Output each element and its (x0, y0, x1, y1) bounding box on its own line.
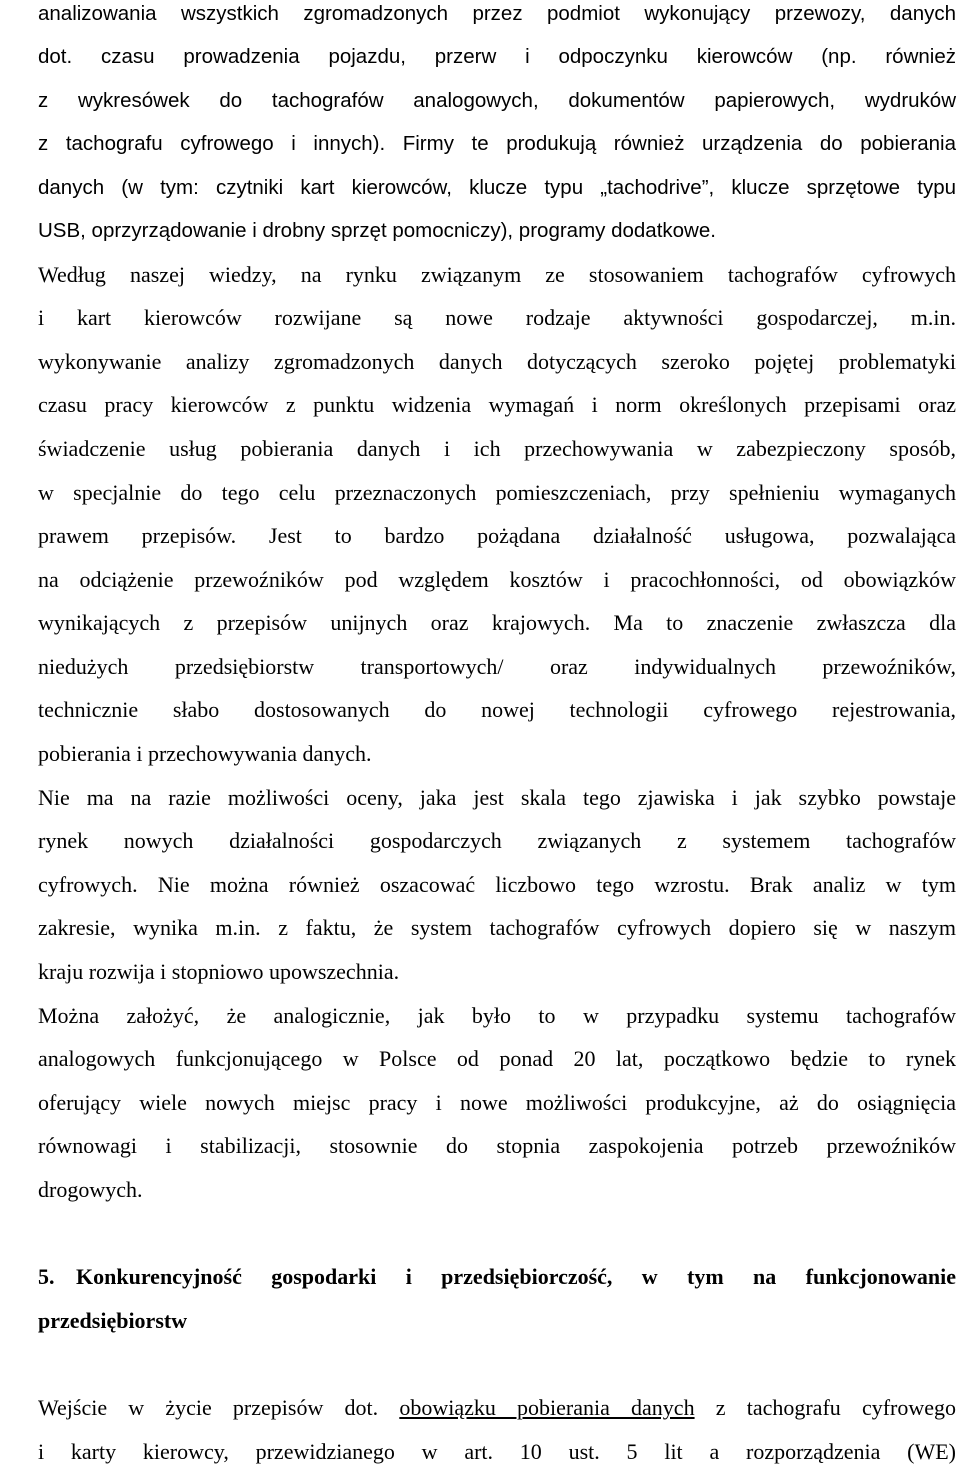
section-title-line-2: przedsiębiorstw (38, 1308, 188, 1333)
paragraph-2-line-8: niedużych przedsiębiorstw transportowych/ oraz indywidualnych przewoźników, (38, 654, 956, 679)
section-heading (38, 1264, 956, 1290)
regulation-link[interactable]: obowiązku pobierania danych (399, 1395, 695, 1420)
paragraph-2-line-5: prawem przepisów. Jest to bardzo pożądana działalność usługowa, pozwalająca (38, 523, 956, 548)
paragraph-1-line-2: dot. czasu prowadzenia pojazdu, przerw i odpoczynku kierowców (np. również (38, 45, 956, 68)
paragraph-4-line-4: równowagi i stabilizacji, stosownie do stopnia zaspokojenia potrzeb przewoźników (38, 1133, 956, 1158)
paragraph-1-line-1: analizowania wszystkich zgromadzonych przez podmiot wykonujący przewozy, danych (38, 2, 956, 25)
paragraph-2-line-9: technicznie słabo dostosowanych do nowej technologii cyfrowego rejestrowania, (38, 697, 956, 722)
paragraph-5-line-1 (38, 1395, 956, 1421)
paragraph-2-line-3: świadczenie usług pobierania danych i ich przechowywania w zabezpieczony sposób, (38, 436, 956, 461)
paragraph-4-line-3: oferujący wiele nowych miejsc pracy i nowe możliwości produkcyjne, aż do osiągnięcia (38, 1090, 956, 1115)
paragraph-4-line-1: Można założyć, że analogicznie, jak było to w przypadku systemu tachografów (38, 1003, 956, 1028)
paragraph-2-line-7: wynikających z przepisów unijnych oraz krajowych. Ma to znaczenie zwłaszcza dla (38, 610, 956, 635)
paragraph-2-line-1: wykonywanie analizy zgromadzonych danych dotyczących szeroko pojętej problematyki (38, 349, 956, 374)
paragraph-1-line-5: danych (w tym: czytniki kart kierowców, klucze typu „tachodrive”, klucze sprzętowe typu (38, 176, 956, 199)
paragraph-3-line-1: Nie ma na razie możliwości oceny, jaka jest skala tego zjawiska i jak szybko powstaje (38, 785, 956, 810)
paragraph-3-line-3: cyfrowych. Nie można również oszacować liczbowo tego wzrostu. Brak analiz w tym (38, 872, 956, 897)
paragraph-3-line-5: kraju rozwija i stopniowo upowszechnia. (38, 959, 400, 984)
paragraph-5-text-before: Wejście w życie przepisów dot. (38, 1395, 379, 1420)
paragraph-5-line-2: i karty kierowcy, przewidzianego w art. 10 ust. 5 lit a rozporządzenia (WE) (38, 1439, 956, 1464)
paragraph-1-line-7: Według naszej wiedzy, na rynku związanym ze stosowaniem tachografów cyfrowych (38, 262, 956, 287)
paragraph-1-line-4: z tachografu cyfrowego i innych). Firmy te produkują również urządzenia do pobierania (38, 132, 956, 155)
paragraph-5-text-after: z tachografu cyfrowego (715, 1395, 957, 1420)
paragraph-2-line-4: w specjalnie do tego celu przeznaczonych pomieszczeniach, przy spełnieniu wymaganych (38, 480, 956, 505)
paragraph-3-line-4: zakresie, wynika m.in. z faktu, że system tachografów cyfrowych dopiero się w naszym (38, 915, 956, 940)
paragraph-4-line-5: drogowych. (38, 1177, 143, 1202)
paragraph-2-line-2: czasu pracy kierowców z punktu widzenia wymagań i norm określonych przepisami oraz (38, 392, 956, 417)
paragraph-2-line-6: na odciążenie przewoźników pod względem kosztów i pracochłonności, od obowiązków (38, 567, 956, 592)
paragraph-1-line-8: i kart kierowców rozwijane są nowe rodzaje aktywności gospodarczej, m.in. (38, 305, 956, 330)
section-title-line-1: Konkurencyjność gospodarki i przedsiębiorczość, w tym na funkcjonowanie (76, 1264, 956, 1289)
paragraph-2-line-10: pobierania i przechowywania danych. (38, 741, 372, 766)
section-number: 5. (38, 1264, 55, 1289)
paragraph-4-line-2: analogowych funkcjonującego w Polsce od ponad 20 lat, początkowo będzie to rynek (38, 1046, 956, 1071)
paragraph-1-line-3: z wykresówek do tachografów analogowych, dokumentów papierowych, wydruków (38, 89, 956, 112)
paragraph-3-line-2: rynek nowych działalności gospodarczych związanych z systemem tachografów (38, 828, 956, 853)
paragraph-1-line-6: USB, oprzyrządowanie i drobny sprzęt pomocniczy), programy dodatkowe. (38, 219, 716, 242)
